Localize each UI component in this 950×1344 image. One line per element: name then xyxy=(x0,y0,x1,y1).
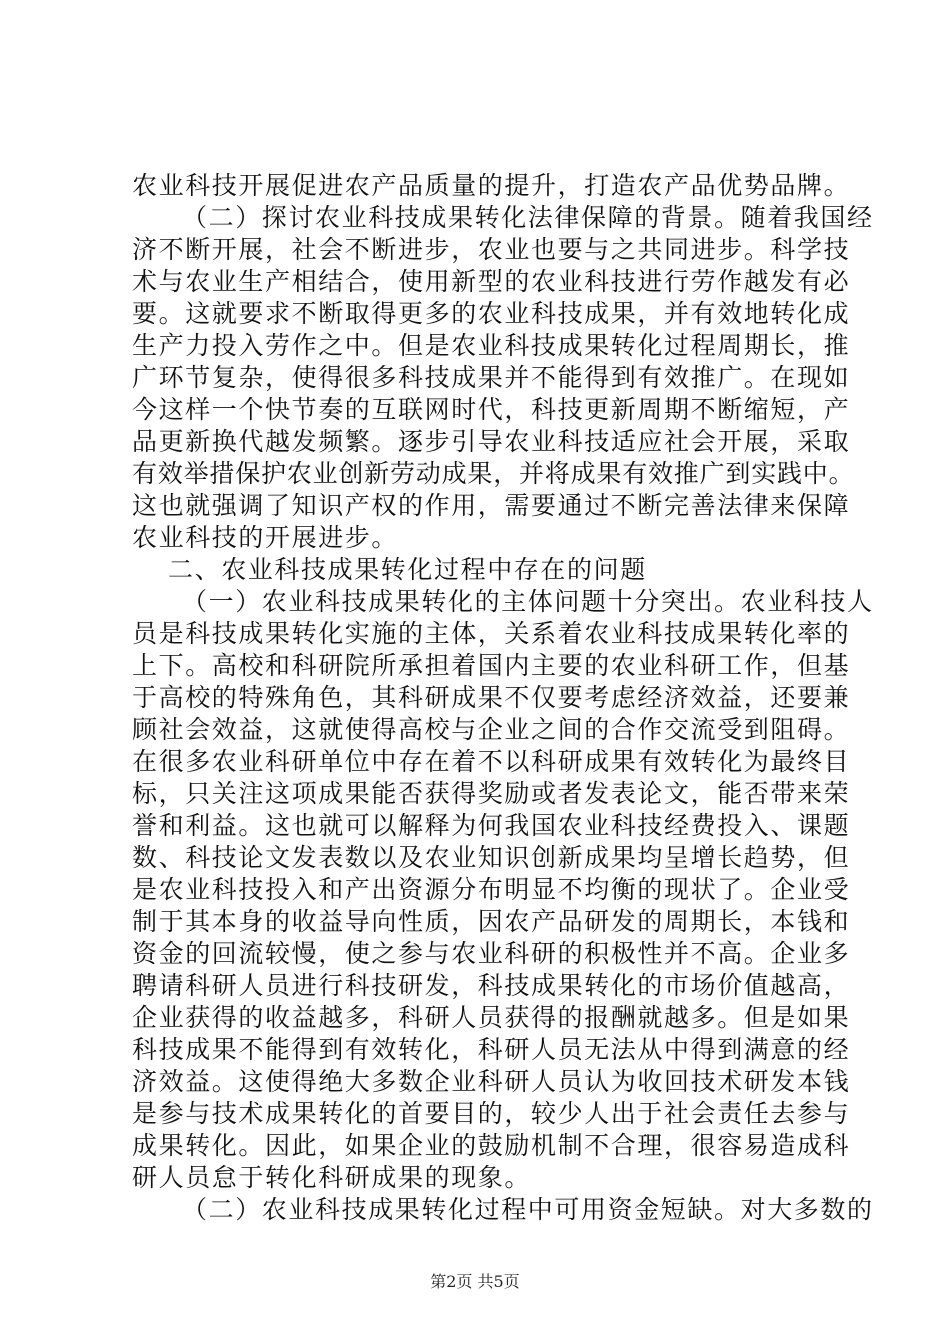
text-line-16: 上下。高校和科研院所承担着国内主要的农业科研工作，但基 xyxy=(132,651,851,680)
text-line-18: 顾社会效益，这就使得高校与企业之间的合作交流受到阻碍。 xyxy=(132,715,851,744)
text-line-8: 今这样一个快节奏的互联网时代，科技更新周期不断缩短，产 xyxy=(132,395,851,424)
text-line-2: （二）探讨农业科技成果转化法律保障的背景。随着我国经 xyxy=(182,203,874,232)
text-line-20: 标，只关注这项成果能否获得奖励或者发表论文，能否带来荣 xyxy=(132,779,851,808)
text-line-5: 要。这就要求不断取得更多的农业科技成果，并有效地转化成 xyxy=(132,299,851,328)
text-line-27: 企业获得的收益越多，科研人员获得的报酬就越多。但是如果 xyxy=(132,1003,851,1032)
text-line-29: 济效益。这使得绝大多数企业科研人员认为收回技术研发本钱 xyxy=(132,1067,851,1096)
text-line-6: 生产力投入劳作之中。但是农业科技成果转化过程周期长，推 xyxy=(132,331,851,360)
text-line-4: 术与农业生产相结合，使用新型的农业科技进行劳作越发有必 xyxy=(132,267,851,296)
text-line-21: 誉和利益。这也就可以解释为何我国农业科技经费投入、课题 xyxy=(132,811,851,840)
text-line-25: 资金的回流较慢，使之参与农业科研的积极性并不高。企业多 xyxy=(132,939,851,968)
text-line-1: 农业科技开展促进农产品质量的提升，打造农产品优势品牌。 xyxy=(132,171,851,200)
page-number-footer: 第2页 共5页 xyxy=(430,1272,520,1291)
section-heading: 二、农业科技成果转化过程中存在的问题 xyxy=(168,555,647,584)
text-line-22: 数、科技论文发表数以及农业知识创新成果均呈增长趋势，但 xyxy=(132,843,851,872)
text-line-33: （二）农业科技成果转化过程中可用资金短缺。对大多数的 xyxy=(182,1195,874,1224)
text-line-24: 制于其本身的收益导向性质，因农产品研发的周期长，本钱和 xyxy=(132,907,851,936)
text-line-12: 农业科技的开展进步。 xyxy=(132,523,399,552)
text-line-31: 成果转化。因此，如果企业的鼓励机制不合理，很容易造成科 xyxy=(132,1131,851,1160)
text-line-28: 科技成果不能得到有效转化，科研人员无法从中得到满意的经 xyxy=(132,1035,851,1064)
text-line-11: 这也就强调了知识产权的作用，需要通过不断完善法律来保障 xyxy=(132,491,851,520)
text-line-30: 是参与技术成果转化的首要目的，较少人出于社会责任去参与 xyxy=(132,1099,851,1128)
text-line-32: 研人员怠于转化科研成果的现象。 xyxy=(132,1163,532,1192)
text-line-23: 是农业科技投入和产出资源分布明显不均衡的现状了。企业受 xyxy=(132,875,851,904)
text-line-15: 员是科技成果转化实施的主体，关系着农业科技成果转化率的 xyxy=(132,619,851,648)
text-line-9: 品更新换代越发频繁。逐步引导农业科技适应社会开展，采取 xyxy=(132,427,851,456)
text-line-10: 有效举措保护农业创新劳动成果，并将成果有效推广到实践中。 xyxy=(132,459,855,488)
text-line-3: 济不断开展，社会不断进步，农业也要与之共同进步。科学技 xyxy=(132,235,851,264)
text-line-14: （一）农业科技成果转化的主体问题十分突出。农业科技人 xyxy=(182,587,874,616)
text-line-17: 于高校的特殊角色，其科研成果不仅要考虑经济效益，还要兼 xyxy=(132,683,851,712)
text-line-7: 广环节复杂，使得很多科技成果并不能得到有效推广。在现如 xyxy=(132,363,851,392)
text-line-26: 聘请科研人员进行科技研发，科技成果转化的市场价值越高， xyxy=(132,971,851,1000)
text-line-19: 在很多农业科研单位中存在着不以科研成果有效转化为最终目 xyxy=(132,747,851,776)
